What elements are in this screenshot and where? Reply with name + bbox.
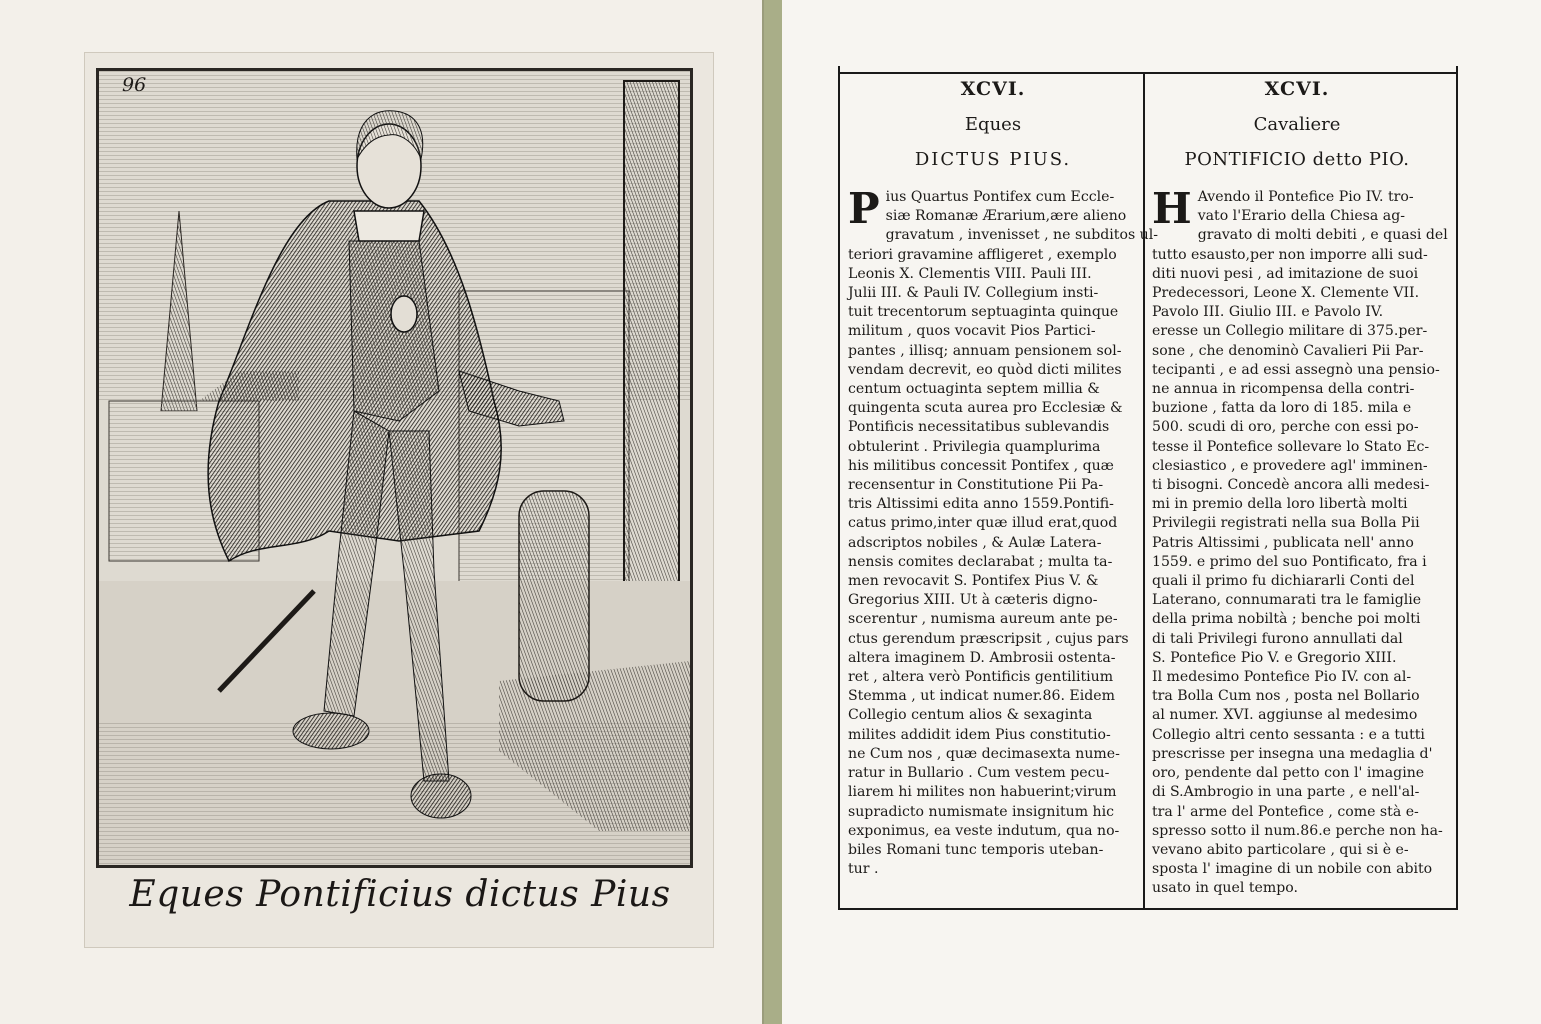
text-line: recensentur in Constitutione Pii Pa-: [848, 477, 1104, 494]
text-line: altera imaginem D. Ambrosii ostenta-: [848, 649, 1116, 666]
text-line: buzione , fatta da loro di 185. mila e: [1152, 400, 1412, 417]
text-line: milites addidit idem Pius constitutio-: [848, 726, 1111, 743]
text-line: tur .: [848, 861, 879, 878]
text-line: di tali Privilegi furono annullati dal: [1152, 630, 1403, 647]
latin-column: [848, 78, 1159, 879]
text-line: Gregorius XIII. Ut à cæteris digno-: [848, 592, 1098, 609]
text-line: tecipanti , e ad essi assegnò una pensio-: [1152, 361, 1440, 378]
text-line: men revocavit S. Pontifex Pius V. &: [848, 573, 1099, 590]
text-line: ret , altera verò Pontificis gentilitium: [848, 669, 1114, 686]
collar: [354, 211, 424, 241]
text-line: vevano abito particolare , qui si è e-: [1152, 841, 1409, 858]
latin-title: DICTUS PIUS.: [914, 149, 1072, 170]
stone-post: [519, 491, 589, 701]
column-divider: [1143, 72, 1145, 908]
text-line: adscriptos nobiles , & Aulæ Latera-: [848, 534, 1102, 551]
text-line: Pavolo III. Giulio III. e Pavolo IV.: [1152, 304, 1384, 321]
text-line: tesse il Pontefice sollevare lo Stato Ec-: [1152, 438, 1430, 455]
latin-subtitle: Eques: [964, 114, 1022, 135]
latin-body: [848, 184, 1159, 879]
latin-dropcap: P: [848, 184, 880, 233]
text-line: siæ Romanæ Ærarium,ære alieno: [885, 208, 1127, 225]
text-line: Collegio altri cento sessanta : e a tutti: [1152, 726, 1425, 743]
text-line: tutto esausto,per non imporre alli sud-: [1152, 246, 1428, 263]
text-line: Predecessori, Leone X. Clemente VII.: [1152, 285, 1420, 302]
text-line: tra Bolla Cum nos , posta nel Bollario: [1152, 688, 1420, 705]
text-line: supradicto numismate insignitum hic: [848, 803, 1115, 820]
text-line: mi in premio della loro libertà molti: [1152, 496, 1408, 513]
text-line: di S.Ambrogio in una parte , e nell'al-: [1152, 784, 1420, 801]
italian-numeral: XCVI.: [1264, 78, 1330, 100]
text-line: pantes , illisq; annuam pensionem sol-: [848, 342, 1122, 359]
medallion: [391, 296, 417, 332]
text-line: biles Romani tunc temporis uteban-: [848, 841, 1104, 858]
text-line: oro, pendente dal petto con l' imagine: [1152, 765, 1425, 782]
text-line: militum , quos vocavit Pios Partici-: [848, 323, 1096, 340]
text-line: gravato di molti debiti , e quasi del: [1197, 227, 1448, 244]
text-line: quali il primo fu dichiararli Conti del: [1152, 573, 1415, 590]
text-line: catus primo,inter quæ illud erat,quod: [848, 515, 1118, 532]
text-line: clesiastico , e provedere agl' imminen-: [1152, 457, 1428, 474]
text-line: ctus gerendum præscripsit , cujus pars: [848, 630, 1129, 647]
text-line: his militibus concessit Pontifex , quæ: [848, 457, 1114, 474]
left-shoe: [293, 713, 369, 749]
text-line: nensis comites declarabat ; multa ta-: [848, 553, 1113, 570]
text-line: obtulerint . Privilegia quamplurima: [848, 438, 1101, 455]
text-line: ius Quartus Pontifex cum Eccle-: [885, 189, 1115, 205]
text-line: gravatum , invenisset , ne subditos ul-: [885, 227, 1159, 244]
text-line: liarem hi milites non habuerint;virum: [848, 784, 1117, 801]
text-line: ne Cum nos , quæ decimasexta nume-: [848, 745, 1120, 762]
italian-dropcap: H: [1152, 184, 1192, 233]
text-line: 500. scudi di oro, perche con essi po-: [1152, 419, 1419, 436]
text-line: spresso sotto il num.86.e perche non ha-: [1152, 822, 1443, 839]
text-line: ne annua in ricompensa della contri-: [1152, 381, 1415, 398]
bottom-rule: [838, 908, 1456, 910]
text-line: diti nuovi pesi , ad imitazione de suoi: [1152, 265, 1419, 282]
text-line: exponimus, ea veste indutum, qua no-: [848, 822, 1120, 839]
italian-title: PONTIFICIO detto PIO.: [1184, 149, 1410, 170]
text-line: scerentur , numisma aureum ante pe-: [848, 611, 1118, 628]
text-line: al numer. XVI. aggiunse al medesimo: [1152, 707, 1418, 724]
text-line: usato in quel tempo.: [1152, 880, 1298, 897]
text-line: tuit trecentorum septuaginta quinque: [848, 304, 1119, 321]
text-line: ti bisogni. Concedè ancora alli medesi-: [1152, 477, 1430, 494]
text-line: centum octuaginta septem millia &: [848, 381, 1100, 398]
text-line: Stemma , ut indicat numer.86. Eidem: [848, 688, 1115, 705]
text-line: Avendo il Pontefice Pio IV. tro-: [1197, 189, 1414, 205]
text-line: Il medesimo Pontefice Pio IV. con al-: [1152, 669, 1412, 686]
text-line: quingenta scuta aurea pro Ecclesiæ &: [848, 400, 1123, 417]
text-line: Patris Altissimi , publicata nell' anno: [1152, 534, 1414, 551]
text-line: Julii III. & Pauli IV. Collegium insti-: [848, 285, 1099, 302]
text-line: Privilegii registrati nella sua Bolla Pii: [1152, 515, 1420, 532]
text-line: eresse un Collegio militare di 375.per-: [1152, 323, 1428, 340]
text-line: teriori gravamine affligeret , exemplo: [848, 246, 1117, 263]
text-line: sone , che denominò Cavalieri Pii Par-: [1152, 342, 1424, 359]
italian-column: [1152, 78, 1448, 899]
text-line: Collegio centum alios & sexaginta: [848, 707, 1093, 724]
text-line: prescrisse per insegna una medaglia d': [1152, 745, 1433, 762]
latin-numeral: XCVI.: [960, 78, 1026, 100]
text-line: tris Altissimi edita anno 1559.Pontifi-: [848, 496, 1114, 513]
text-line: S. Pontefice Pio V. e Gregorio XIII.: [1152, 649, 1397, 666]
text-line: sposta l' imagine di un nobile con abito: [1152, 861, 1433, 878]
italian-body: [1152, 184, 1448, 899]
text-line: vendam decrevit, eo quòd dicti milites: [848, 361, 1122, 378]
text-line: vato l'Erario della Chiesa ag-: [1197, 208, 1405, 225]
text-line: Leonis X. Clementis VIII. Pauli III.: [848, 265, 1092, 282]
text-line: tra l' arme del Pontefice , come stà e-: [1152, 803, 1419, 820]
engraving-illustration: [99, 71, 690, 865]
text-line: ratur in Bullario . Cum vestem pecu-: [848, 765, 1110, 782]
text-line: Pontificis necessitatibus sublevandis: [848, 419, 1110, 436]
plate-number: 96: [122, 74, 147, 96]
right-shoe: [411, 774, 471, 818]
text-line: 1559. e primo del suo Pontificato, fra i: [1152, 553, 1427, 570]
plate-caption: Eques Pontificius dictus Pius: [129, 874, 671, 915]
text-line: Laterano, connumarati tra le famiglie: [1152, 592, 1422, 609]
top-rule: [838, 72, 1456, 74]
text-line: della prima nobiltà ; benche poi molti: [1152, 611, 1421, 628]
italian-subtitle: Cavaliere: [1253, 114, 1341, 135]
